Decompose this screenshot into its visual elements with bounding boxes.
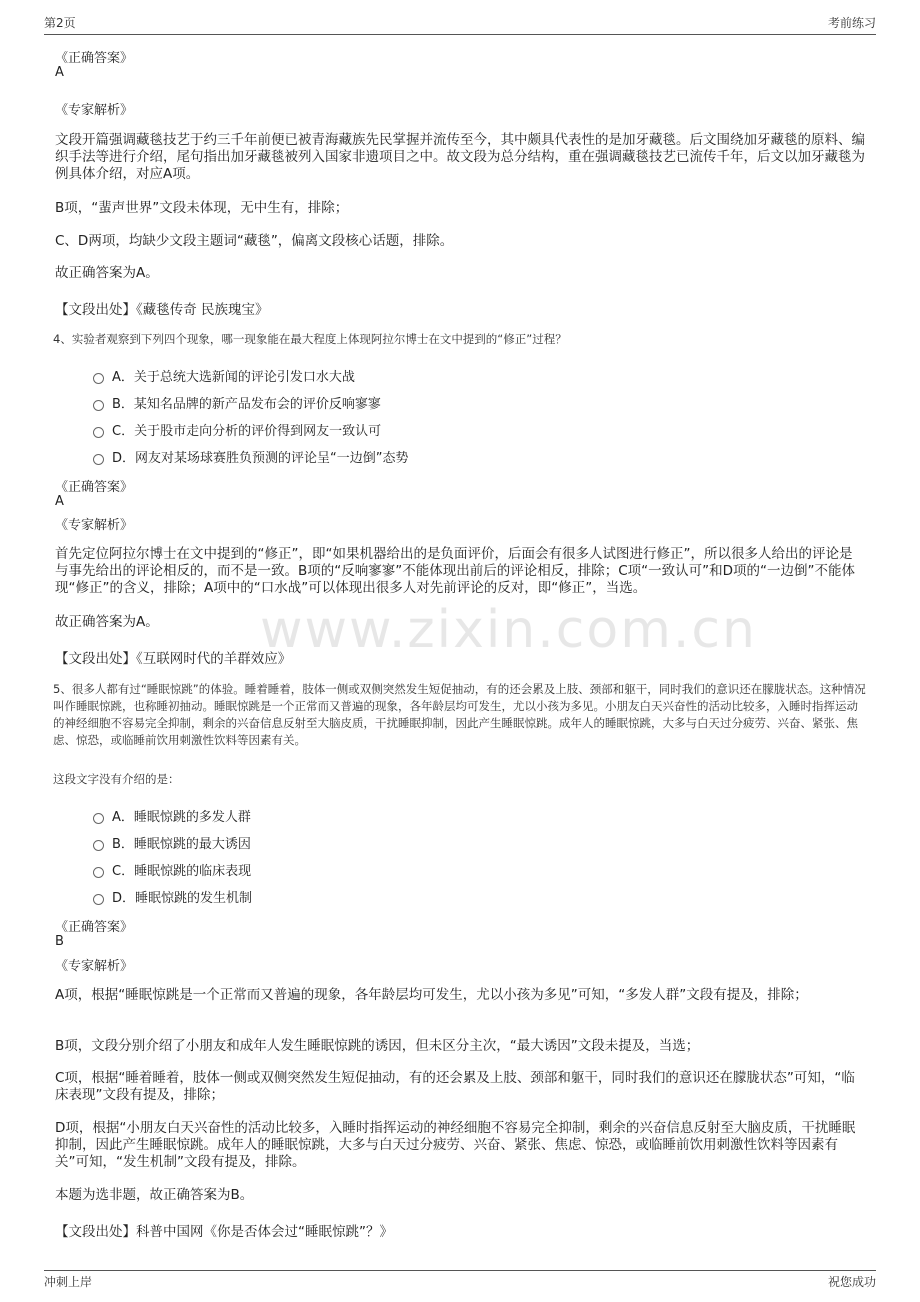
answer-label: 《正确答案》 — [55, 920, 134, 935]
page-footer — [44, 1270, 876, 1293]
analysis-paragraph: C、D两项，均缺少文段主题词“藏毯”，偏离文段核心话题，排除。 — [55, 233, 454, 249]
footer-right-text: 祝您成功 — [827, 1275, 876, 1289]
answer-label: 《正确答案》 — [55, 480, 134, 495]
analysis-paragraph: C项，根据“睡着睡着，肢体一侧或双侧突然发生短促抽动，有的还会累及上肢、颈部和躯干，同时我们的意识还在朦胧状态”可知，“临床表现”文段有提及，排除； — [55, 1070, 855, 1103]
answer-value: A — [55, 65, 64, 80]
radio-icon[interactable] — [93, 867, 104, 878]
question-5-stem: 这段文字没有介绍的是： — [53, 772, 180, 786]
q5-option-d[interactable]: D．睡眠惊跳的发生机制 — [93, 887, 252, 906]
source-citation: 【文段出处】《互联网时代的羊群效应》 — [55, 651, 292, 667]
q4-option-a[interactable]: A．关于总统大选新闻的评论引发口水大战 — [93, 366, 355, 385]
q5-option-a[interactable]: A．睡眠惊跳的多发人群 — [93, 806, 251, 825]
source-citation: 【文段出处】《藏毯传奇 民族瑰宝》 — [55, 302, 269, 318]
analysis-label: 《专家解析》 — [55, 103, 134, 118]
radio-icon[interactable] — [93, 373, 104, 384]
q4-option-d[interactable]: D．网友对某场球赛胜负预测的评论呈“一边倒”态势 — [93, 447, 408, 466]
analysis-paragraph: A项，根据“睡眠惊跳是一个正常而又普遍的现象，各年龄层均可发生，尤以小孩为多见”可知，“多发人群”文段有提及，排除； — [55, 987, 808, 1003]
analysis-conclusion: 故正确答案为A。 — [55, 265, 159, 281]
radio-icon[interactable] — [93, 894, 104, 905]
page-number: 第2页 — [44, 16, 76, 30]
analysis-label: 《专家解析》 — [55, 518, 134, 533]
page-header — [44, 14, 876, 35]
header-title: 考前练习 — [827, 16, 876, 30]
analysis-paragraph: B项，“蜚声世界”文段未体现，无中生有，排除； — [55, 200, 349, 216]
radio-icon[interactable] — [93, 840, 104, 851]
q4-option-c[interactable]: C．关于股市走向分析的评价得到网友一致认可 — [93, 420, 381, 439]
radio-icon[interactable] — [93, 400, 104, 411]
analysis-label: 《专家解析》 — [55, 959, 134, 974]
question-5-passage: 5、很多人都有过“睡眠惊跳”的体验。睡着睡着，肢体一侧或双侧突然发生短促抽动，有的还会累及上肢、颈部和躯干，同时我们的意识还在朦胧状态。这种情况叫作睡眠惊跳，也称睡初抽动。睡眠惊跳是一个正常而又普遍的现象，各年龄层均可发生，尤以小孩为多见。小朋友白天兴奋性的活动比较多，入睡时指挥运动的神经细胞不容易完全抑制，剩余的兴奋信息反射至大脑皮质，干扰睡眠抑制，因此产生睡眠惊跳。成年人的睡眠惊跳，大多与白天过分疲劳、兴奋、紧张、焦虑、惊恐，或临睡前饮用刺激性饮料等因素有关。 — [53, 682, 866, 747]
analysis-paragraph: 文段开篇强调藏毯技艺于约三千年前便已被青海藏族先民掌握并流传至今，其中颇具代表性的是加牙藏毯。后文围绕加牙藏毯的原料、编织手法等进行介绍，尾句指出加牙藏毯被列入国家非遗项目之中。故文段为总分结构，重在强调藏毯技艺已流传千年，后文以加牙藏毯为例具体介绍，对应A项。 — [55, 132, 865, 182]
q5-option-b[interactable]: B．睡眠惊跳的最大诱因 — [93, 833, 251, 852]
watermark: www.zixin.com.cn — [260, 600, 757, 660]
q5-option-c[interactable]: C．睡眠惊跳的临床表现 — [93, 860, 251, 879]
question-4-stem: 4、实验者观察到下列四个现象，哪一现象能在最大程度上体现阿拉尔博士在文中提到的“修正”过程？ — [53, 332, 567, 346]
source-citation: 【文段出处】科普中国网《你是否体会过“睡眠惊跳”？》 — [55, 1224, 393, 1240]
q4-option-b[interactable]: B．某知名品牌的新产品发布会的评价反响寥寥 — [93, 393, 381, 412]
answer-value: A — [55, 494, 64, 509]
analysis-conclusion: 本题为选非题，故正确答案为B。 — [55, 1187, 254, 1203]
radio-icon[interactable] — [93, 454, 104, 465]
radio-icon[interactable] — [93, 427, 104, 438]
analysis-conclusion: 故正确答案为A。 — [55, 614, 159, 630]
analysis-paragraph: D项，根据“小朋友白天兴奋性的活动比较多，入睡时指挥运动的神经细胞不容易完全抑制，剩余的兴奋信息反射至大脑皮质，干扰睡眠抑制，因此产生睡眠惊跳。成年人的睡眠惊跳，大多与白天过分疲劳、兴奋、紧张、焦虑、惊恐，或临睡前饮用刺激性饮料等因素有关”可知，“发生机制”文段有提及，排除。 — [55, 1120, 856, 1170]
footer-left-text: 冲刺上岸 — [44, 1275, 93, 1289]
answer-value: B — [55, 934, 64, 949]
radio-icon[interactable] — [93, 813, 104, 824]
answer-label: 《正确答案》 — [55, 51, 134, 66]
analysis-paragraph: B项，文段分别介绍了小朋友和成年人发生睡眠惊跳的诱因，但未区分主次，“最大诱因”文段未提及，当选； — [55, 1038, 700, 1054]
analysis-paragraph: 首先定位阿拉尔博士在文中提到的“修正”，即“如果机器给出的是负面评价，后面会有很多人试图进行修正”，所以很多人给出的评论是与事先给出的评论相反的，而不是一致。B项的“反响寥寥”不能体现出前后的评论相反，排除；C项“一致认可”和D项的“一边倒”不能体现“修正”的含义，排除；A项中的“口水战”可以体现出很多人对先前评论的反对，即“修正”，当选。 — [55, 546, 856, 596]
